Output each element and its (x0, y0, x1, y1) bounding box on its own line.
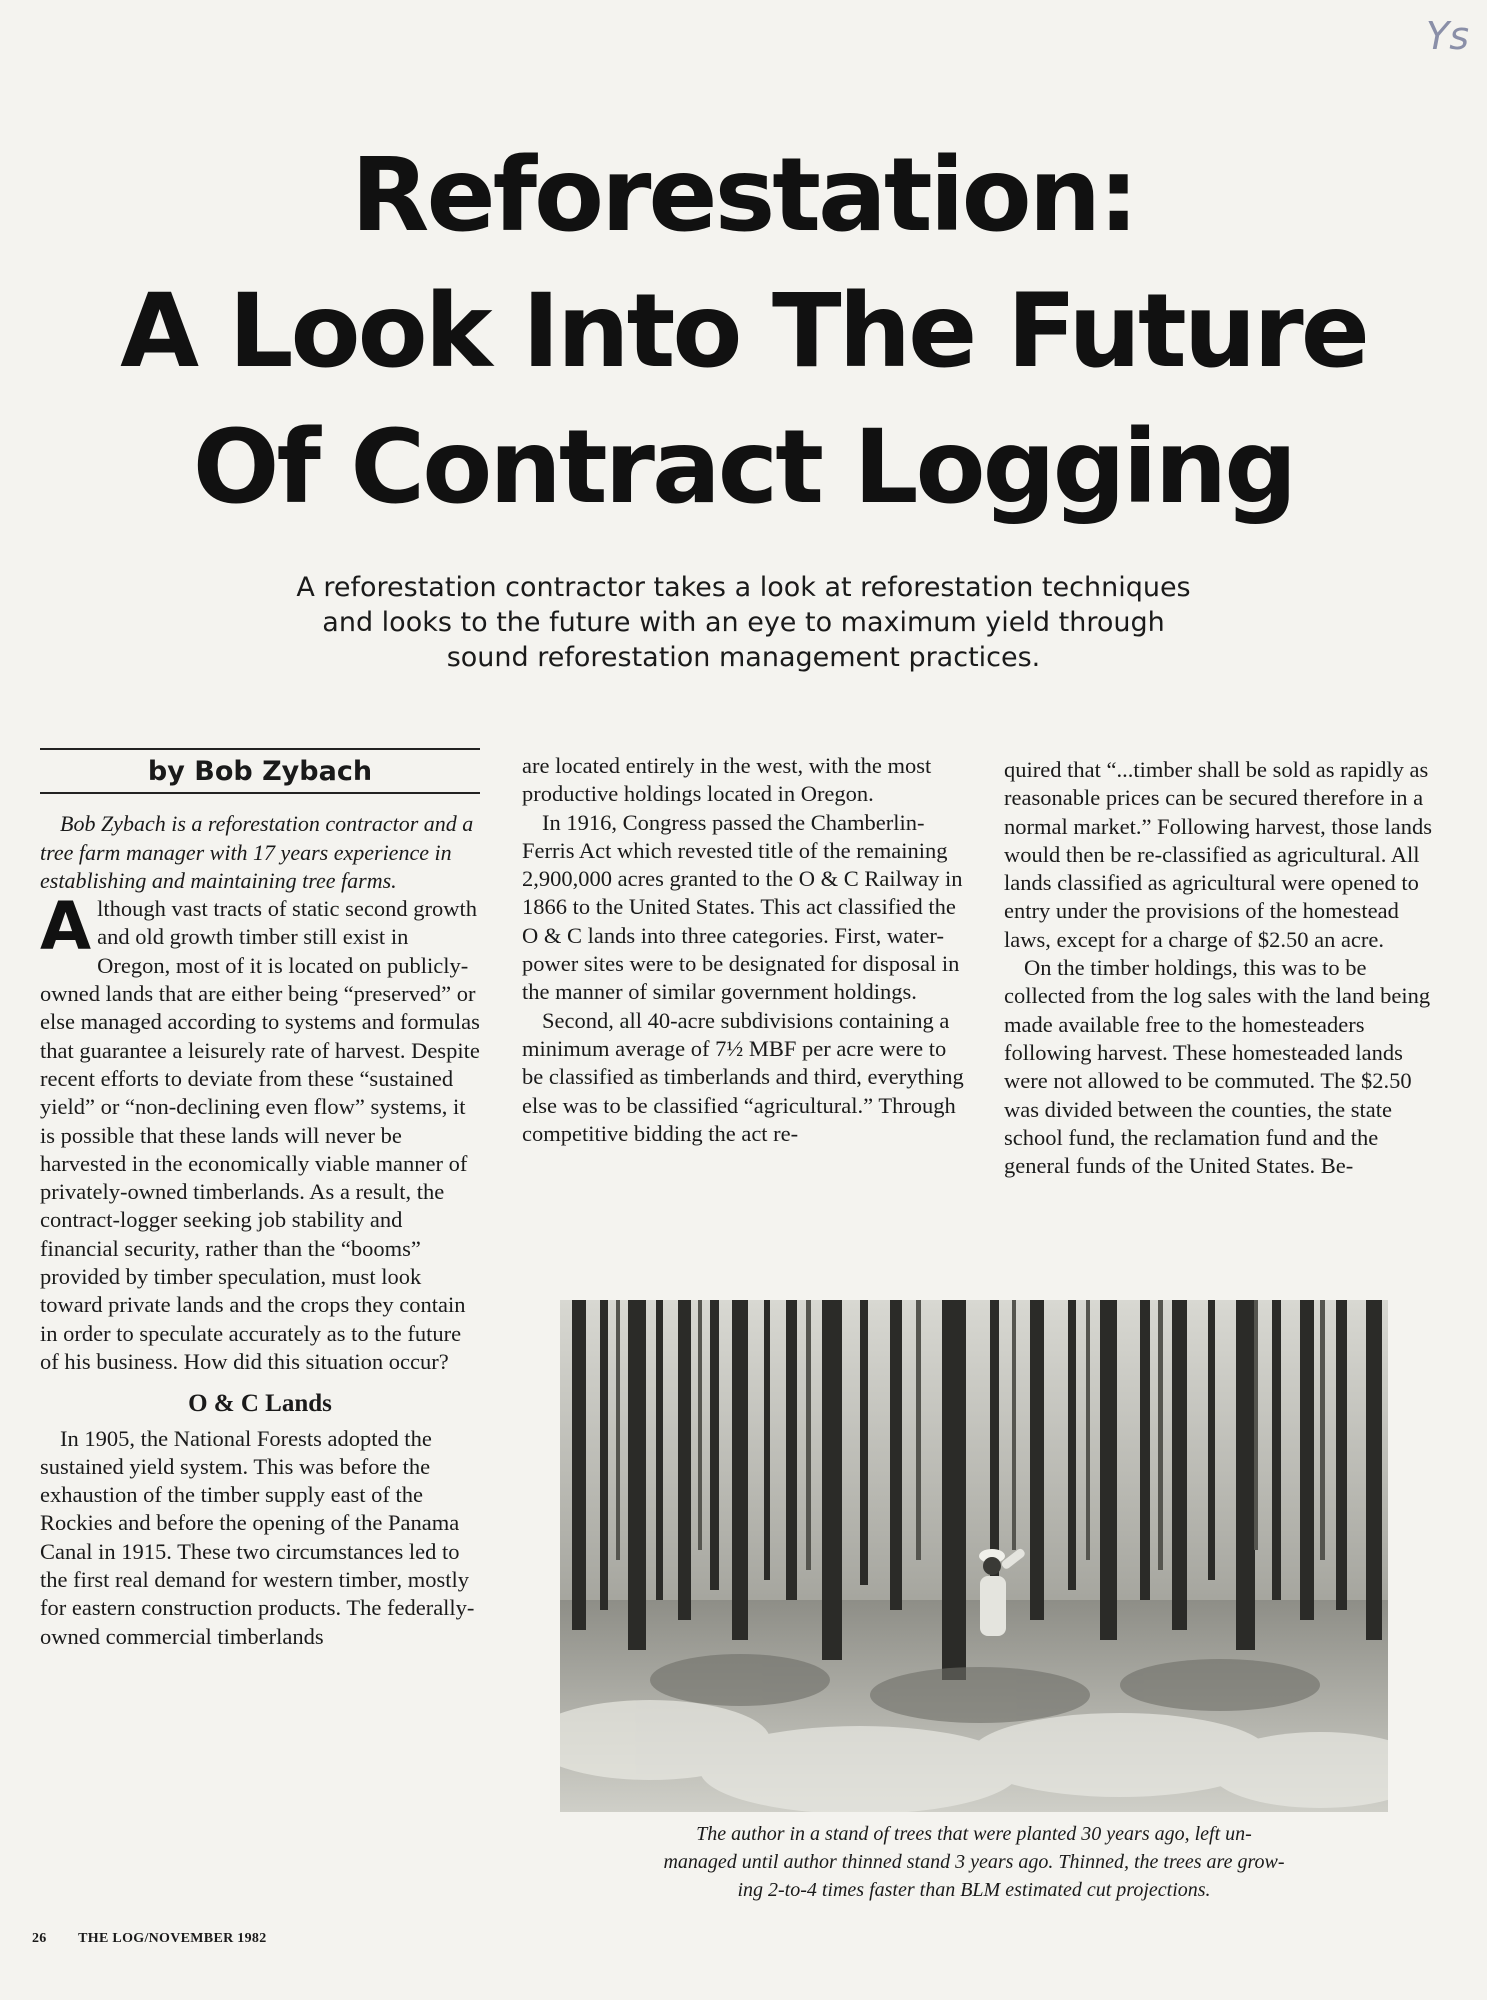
column-2 (522, 752, 967, 1148)
page-number: 26 (32, 1931, 47, 1946)
column-3 (1004, 756, 1449, 1180)
lead-paragraph (40, 888, 480, 1376)
headline (60, 128, 1427, 536)
section-subhead: O & C Lands (188, 1390, 332, 1418)
forest-photo-image (560, 1300, 1388, 1812)
drop-cap: A (40, 888, 92, 966)
column-1 (40, 748, 480, 1651)
caption-line: managed until author thinned stand 3 years ago. Thinned, the trees are grow- (663, 1851, 1285, 1873)
dek-line: A reforestation contractor takes a look at reforestation techniques (296, 572, 1191, 603)
dek-line: sound reforestation management practices. (446, 642, 1041, 673)
caption-line: The author in a stand of trees that were planted 30 years ago, left un- (696, 1823, 1252, 1845)
page-footer (32, 1931, 267, 1947)
headline-line: Of Contract Logging (192, 408, 1295, 527)
byline: by Bob Zybach (40, 748, 480, 794)
dek-line: and looks to the future with an eye to maximum yield through (322, 607, 1165, 638)
dek (200, 570, 1287, 675)
publication-name: THE LOG/NOVEMBER 1982 (78, 1931, 267, 1946)
author-bio: Bob Zybach is a reforestation contractor and a tree farm manager with 17 years experience in establishing and maintaining tree farms. (40, 811, 474, 893)
headline-line: Reforestation: (350, 136, 1137, 255)
body-paragraph: are located entirely in the west, with the most productive holdings located in Oregon. (522, 753, 932, 807)
body-paragraph: In 1916, Congress passed the Chamberlin-Ferris Act which revested title of the remaining 2,900,000 acres granted to the O & C Railway in 1866 to the United States. This act classified the O & C lands into three categories. First, water-power sites were to be designated for disposal in the manner of similar government holdings. (522, 809, 963, 1005)
headline-line: A Look Into The Future (120, 272, 1367, 391)
body-paragraph: In 1905, the National Forests adopted the sustained yield system. This was before the exhaustion of the timber supply east of the Rockies and before the opening of the Panama Canal in 1915. These two circumstances led to the first real demand for western timber, mostly for eastern construction products. The federally-owned commercial timberlands (40, 1425, 475, 1649)
photo-caption (580, 1820, 1368, 1904)
body-paragraph: On the timber holdings, this was to be collected from the log sales with the land being made available free to the homesteaders following harvest. These homesteaded lands were not allowed to be commuted. The $2.50 was divided between the counties, the state school fund, the reclamation fund and the general funds of the United States. Be- (1004, 955, 1431, 1179)
forest-photo (560, 1300, 1388, 1812)
body-paragraph: quired that “...timber shall be sold as rapidly as reasonable prices can be secured therefore in a normal market.” Following harvest, those lands would then be re-classified as agricultural. All lands classified as agricultural were opened to entry under the provisions of the homestead laws, except for a charge of $2.50 an acre. (1004, 757, 1433, 952)
handwritten-mark: Ys (1425, 14, 1469, 58)
body-paragraph: Second, all 40-acre subdivisions containing a minimum average of 7½ MBF per acre were to be classified as timberlands and third, everything else was to be classified “agricultural.” Through competitive bidding the act re- (522, 1007, 964, 1146)
caption-line: ing 2-to-4 times faster than BLM estimated cut projections. (737, 1879, 1211, 1901)
lead-text: lthough vast tracts of static second growth and old growth timber still exist in Oregon, most of it is located on publicly-owned lands that are either being “preserved” or else managed according to systems and formulas that guarantee a leisurely rate of harvest. Despite recent efforts to deviate from these “sustained yield” or “non-declining even flow” systems, it is possible that these lands will never be harvested in the economically viable manner of privately-owned timberlands. As a result, the contract-logger seeking job stability and financial security, rather than the “booms” provided by timber speculation, must look toward private lands and the crops they contain in order to speculate accurately as to the future of his business. How did this situation occur? (40, 896, 480, 1374)
